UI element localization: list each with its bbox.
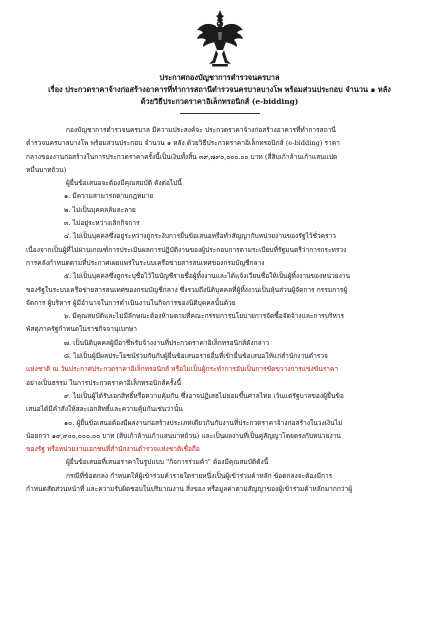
qualification-item-2: ๒. ไม่เป็นบุคคลล้มละลาย [64,205,136,214]
qualification-item-8-cont: อย่างเป็นธรรม ในการประกวดราคาอิเล็กทรอนิกส์ครั้งนี้ [26,378,182,387]
qualification-item-6: ๖. มีคุณสมบัติและไม่มีลักษณะต้องห้ามตามที่คณะกรรมการนโยบายการจัดซื้อจัดจ้างและการบริหาร [64,312,345,321]
qualification-item-4: ๔. ไม่เป็นบุคคลซึ่งอยู่ระหว่างถูกระงับการยื่นข้อเสนอหรือทำสัญญากับหน่วยงานของรัฐไว้ชั่วคราว [64,232,337,241]
qualification-item-3: ๓. ไม่อยู่ระหว่างเลิกกิจการ [64,219,140,228]
qualification-item-8: ๘. ไม่เป็นผู้มีผลประโยชน์ร่วมกันกับผู้ยื่นข้อเสนอรายอื่นที่เข้ายื่นข้อเสนอให้แก่สำนักงานตำรวจ [64,352,328,361]
intro-line-1: กองบัญชาการตำรวจนครบาล มีความประสงค์จะ ประกวดราคาจ้างก่อสร้างอาคารที่ทำการสถานี [66,126,336,134]
intro-line-4: หมื่นบาทถ้วน) [26,165,67,174]
method-line: ด้วยวิธีประกวดราคาอิเล็กทรอนิกส์ (e-bidding) [140,97,299,106]
qualification-item-10-cont: ของรัฐ หรือหน่วยงานเอกชนที่สำนักงานตำรวจแห่งชาติเชื่อถือ [26,445,200,454]
announcement-header [26,72,413,108]
joint-venture-text: กรณีที่ข้อตกลง กำหนดให้ผู้เข้าร่วมค้ารายใดรายหนึ่งเป็นผู้เข้าร่วมค้าหลัก ข้อตกลงจะต้องมีการ [66,471,333,480]
intro-line-3: กลางของงานก่อสร้างในการประกวดราคาครั้งนี้เป็นเงินทั้งสิ้น ๓๙,๗๙๐,๐๐๐.๐๐ บาท (สี่สิบเก้าล้านเก้าแสนแปด [26,152,338,161]
qualification-item-5-cont: ของรัฐในระบบเครือข่ายสารสนเทศของกรมบัญชีกลาง ซึ่งรวมถึงนิติบุคคลที่ผู้ทิ้งงานเป็นหุ้นส่วนผู้จัดการ กรรมการผู้ [26,285,348,294]
header-divider [180,113,260,114]
qualifications-heading: ผู้ยื่นข้อเสนอจะต้องมีคุณสมบัติ ดังต่อไปนี้ [66,179,182,188]
garuda-emblem [194,8,246,68]
qualification-item-7: ๗. เป็นนิติบุคคลผู้มีอาชีพรับจ้างงานที่ประกวดราคาอิเล็กทรอนิกส์ดังกล่าว [64,338,270,347]
qualification-item-4-cont: การคลังกำหนดตามที่ประกาศเผยแพร่ในระบบเครือข่ายสารสนเทศของกรมบัญชีกลาง [26,258,265,267]
qualification-item-4-cont: เนื่องจากเป็นผู้ที่ไม่ผ่านเกณฑ์การประเมินผลการปฏิบัติงานของผู้ประกอบการตามระเบียบที่รัฐมนตรีว่าการกระทรวง [26,245,347,254]
qualification-item-5-cont: จัดการ ผู้บริหาร ผู้มีอำนาจในการดำเนินงานในกิจการของนิติบุคคลนั้นด้วย [26,298,236,307]
qualification-item-5: ๕. ไม่เป็นบุคคลซึ่งถูกระบุชื่อไว้ในบัญชีรายชื่อผู้ทิ้งงานและได้แจ้งเวียนชื่อให้เป็นผู้ทิ้งงานของหน่วยงาน [64,272,351,281]
qualification-item-1: ๑. มีความสามารถตามกฎหมาย [64,192,154,201]
intro-line-2: ตำรวจนครบาลบางโพ พร้อมส่วนประกอบ จำนวน ๑ หลัง ด้วยวิธีประกวดราคาอิเล็กทรอนิกส์ (e-bidding) ราคา [26,139,340,148]
qualification-item-9-cont: เสนอได้มีคำสั่งให้สละเอกสิทธิ์และความคุ้มกันเช่นว่านั้น [26,405,183,414]
joint-venture-heading: ผู้ยื่นข้อเสนอที่เสนอราคาในรูปแบบ "กิจการร่วมค้า" ต้องมีคุณสมบัติดังนี้ [66,458,269,467]
qualification-item-10-cont: น้อยกว่า ๑๙,๙๐๐,๐๐๐.๐๐ บาท (สิบเก้าล้านเก้าแสนบาทถ้วน) และเป็นผลงานที่เป็นคู่สัญญาโดยตรงกับหน่วยงาน [26,431,341,440]
qualification-item-6-cont: พัสดุภาครัฐกำหนดในราชกิจจานุเบกษา [26,325,137,334]
subject-line: เรื่อง ประกวดราคาจ้างก่อสร้างอาคารที่ทำการสถานีตำรวจนครบาลบางโพ พร้อมส่วนประกอบ จำนวน ๑ หลัง [48,85,391,94]
announcement-body [26,124,413,496]
joint-venture-text-cont: กำหนดสัดส่วนหน้าที่ และความรับผิดชอบในปริมาณงาน สิ่งของ หรือมูลค่าตามสัญญาของผู้เข้าร่วมค้าหลักมากกว่าผู้ [26,485,353,494]
qualification-item-9: ๙. ไม่เป็นผู้ได้รับเอกสิทธิ์หรือความคุ้มกัน ซึ่งอาจปฏิเสธไม่ยอมขึ้นศาลไทย เว้นแต่รัฐบาลของผู้ยื่นข้อ [64,391,344,400]
qualification-item-10: ๑๐. ผู้ยื่นข้อเสนอต้องมีผลงานก่อสร้างประเภทเดียวกันกับงานที่ประกวดราคาจ้างก่อสร้างในวงเงินไม่ [64,418,343,427]
org-line: ประกาศกองบัญชาการตำรวจนครบาล [159,73,280,82]
qualification-item-8-cont: แห่งชาติ ณ วันประกาศประกวดราคาอิเล็กทรอนิกส์ หรือไม่เป็นผู้กระทำการอันเป็นการขัดขวางการแข่งขันราคา [26,365,339,374]
